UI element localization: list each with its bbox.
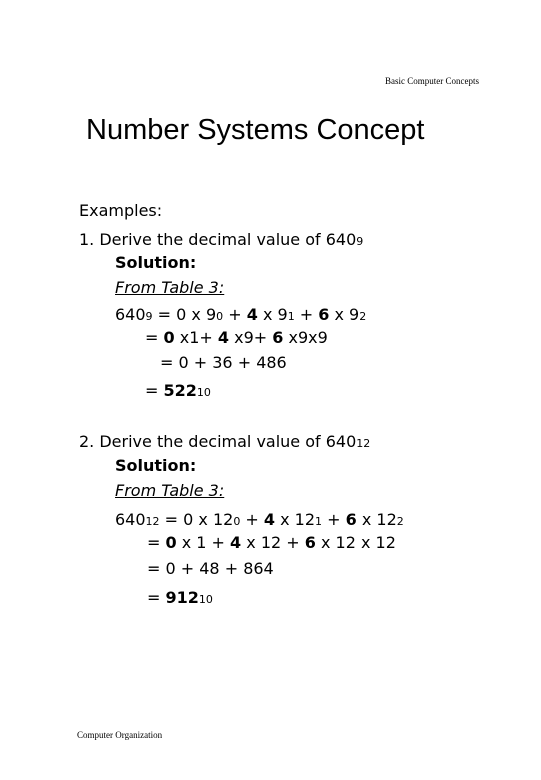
power-subscript: 0 xyxy=(233,515,241,528)
example-2-table-reference: From Table 3: xyxy=(115,481,225,500)
example-1-solution-label: Solution: xyxy=(115,253,197,272)
plus: + xyxy=(223,305,247,324)
example-2-product-line xyxy=(147,533,396,552)
power-subscript: 1 xyxy=(287,310,295,323)
term: x 1 + xyxy=(176,533,231,552)
digit-0: 0 xyxy=(165,533,177,552)
plus: + xyxy=(294,305,319,324)
example-2-expansion-line xyxy=(115,510,404,529)
digit-2: 6 xyxy=(272,328,284,347)
base-subscript: 10 xyxy=(196,386,211,399)
digit-0: 0 xyxy=(163,328,175,347)
factor: x 12 xyxy=(356,510,397,529)
power-subscript: 2 xyxy=(396,515,404,528)
result-value: 522 xyxy=(163,381,197,400)
term: x1+ xyxy=(174,328,218,347)
power-subscript: 0 xyxy=(216,310,224,323)
base-subscript: 12 xyxy=(356,437,371,450)
factor: x 9 xyxy=(257,305,288,324)
base-subscript: 9 xyxy=(145,310,153,323)
term: x 12 x 12 xyxy=(315,533,396,552)
equals: = xyxy=(147,533,166,552)
power-subscript: 2 xyxy=(359,310,367,323)
question-text: 2. Derive the decimal value of 640 xyxy=(79,432,357,451)
question-text: 1. Derive the decimal value of 640 xyxy=(79,230,357,249)
plus: + xyxy=(240,510,264,529)
factor: x 9 xyxy=(329,305,360,324)
digit-2: 6 xyxy=(304,533,316,552)
running-header: Basic Computer Concepts xyxy=(385,76,479,86)
digit-2: 6 xyxy=(318,305,330,324)
term: x9x9 xyxy=(283,328,328,347)
power-subscript: 1 xyxy=(315,515,323,528)
digit-1: 4 xyxy=(246,305,258,324)
example-1-table-reference: From Table 3: xyxy=(115,278,225,297)
example-1-question xyxy=(79,230,363,249)
digit-0: 0 xyxy=(176,305,187,324)
digit-1: 4 xyxy=(217,328,230,347)
example-2-solution-label: Solution: xyxy=(115,456,197,475)
page-title: Number Systems Concept xyxy=(86,114,425,146)
equals: = xyxy=(159,510,184,529)
equals: = xyxy=(147,588,166,607)
base-subscript: 10 xyxy=(198,593,213,606)
equals: = xyxy=(152,305,177,324)
digit-2: 6 xyxy=(345,510,357,529)
example-2-question xyxy=(79,432,370,451)
example-2-result-line xyxy=(147,588,213,607)
base-subscript: 9 xyxy=(356,235,364,248)
factor: x 9 xyxy=(186,305,217,324)
example-1-sum-line: = 0 + 36 + 486 xyxy=(160,353,287,372)
example-1-product-line xyxy=(145,328,328,347)
factor: x 12 xyxy=(275,510,316,529)
number: 640 xyxy=(115,510,146,529)
equals: = xyxy=(145,328,164,347)
digit-1: 4 xyxy=(230,533,242,552)
example-2-sum-line: = 0 + 48 + 864 xyxy=(147,559,274,578)
number: 640 xyxy=(115,305,146,324)
term: x9+ xyxy=(229,328,273,347)
factor: x 12 xyxy=(193,510,234,529)
base-subscript: 12 xyxy=(145,515,160,528)
example-1-expansion-line xyxy=(115,305,366,324)
plus: + xyxy=(322,510,346,529)
result-value: 912 xyxy=(165,588,199,607)
digit-1: 4 xyxy=(263,510,276,529)
example-1-result-line xyxy=(145,381,211,400)
digit-0: 0 xyxy=(183,510,194,529)
equals: = xyxy=(145,381,164,400)
term: x 12 + xyxy=(241,533,305,552)
running-footer: Computer Organization xyxy=(77,730,163,740)
examples-label: Examples: xyxy=(79,201,163,220)
